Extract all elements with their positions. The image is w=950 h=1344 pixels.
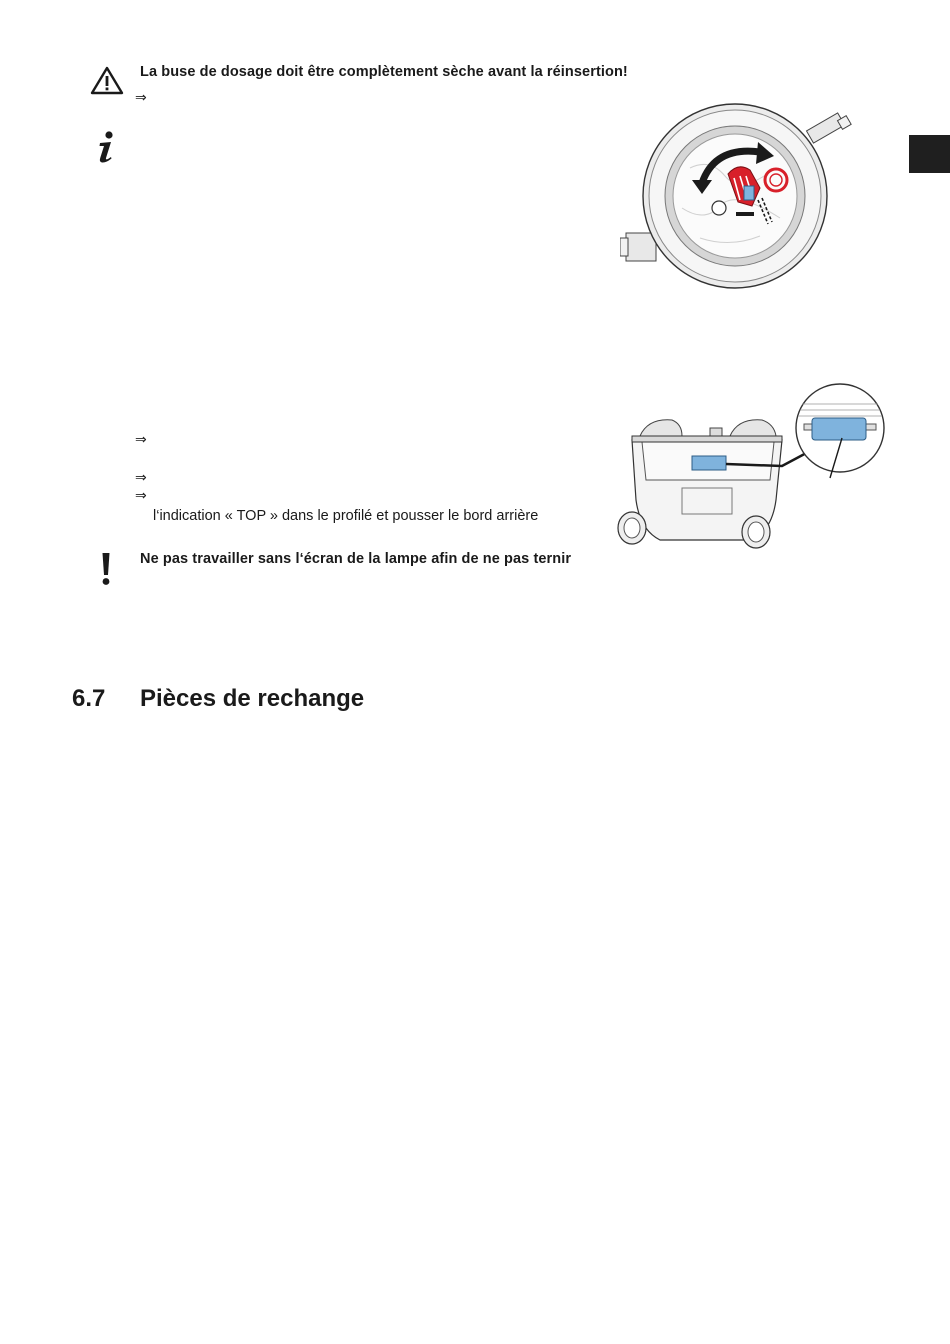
- dosing-unit-illustration: [620, 88, 870, 300]
- section-title: Pièces de rechange: [140, 685, 365, 712]
- warning-text: La buse de dosage doit être complètement sèche avant la réinsertion!: [140, 64, 628, 80]
- step-arrow: ⇒: [135, 90, 147, 106]
- info-icon: [94, 130, 118, 164]
- step-arrow: ⇒: [135, 488, 147, 504]
- warning-triangle-icon: [90, 66, 124, 96]
- caution-text: Ne pas travailler sans l‘écran de la lampe afin de ne pas ternir: [140, 551, 572, 567]
- step-text: l‘indication « TOP » dans le profilé et pousser le bord arrière: [153, 508, 539, 524]
- section-number: 6.7: [72, 685, 106, 712]
- chapter-tab: [909, 135, 950, 173]
- step-arrow: ⇒: [135, 432, 147, 448]
- exclamation-icon: [100, 552, 112, 586]
- lamp-housing-illustration: [612, 380, 886, 554]
- step-arrow: ⇒: [135, 470, 147, 486]
